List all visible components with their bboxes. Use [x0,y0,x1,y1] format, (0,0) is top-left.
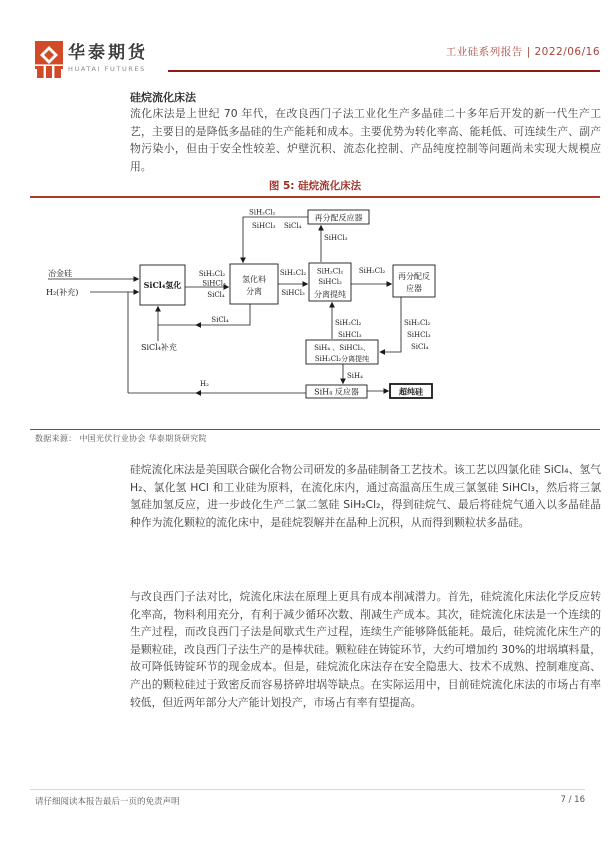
box-redistribution-reactor-1-label: 再分配反应器 [314,213,363,223]
box-redistribution-reactor-2-label-1: 再分配反 [398,272,430,281]
label-dcs-feedback: SiH₂Cl₂ [335,319,362,327]
label-tcs-feedback-top: SiHCl₃ [252,222,276,230]
footer-disclaimer: 请仔细阅读本报告最后一页的免责声明 [35,797,180,807]
box-dcs-tcs-purification-label-2: SiHCl₃ [318,278,342,286]
label-stc-right: SiCl₄ [411,343,429,351]
label-sicl4-makeup: SiCl₄补充 [141,343,177,352]
label-dcs-feedback-top: SiH₂Cl₂ [249,208,276,217]
header-divider [168,70,600,72]
label-tcs-feedback: SiHCl₃ [338,331,362,339]
box-hydride-separation [230,264,278,304]
label-stc-feedback-top: SiCl₄ [284,222,302,230]
figure-caption: 图 5: 硅烷流化床法 [268,180,362,192]
brand-block [68,41,148,73]
paragraph-comparison: 与改良西门子法对比，烷流化床法在原理上更具有成本削减潜力。首先，硅烷流化床法化学反应转化率高，物料利用充分，有利于减少循环次数、削减生产成本。其次，硅烷流化床法是一个连续的生产过程，而改良西门子法是间歇式生产过程，连续生产能够降低能耗。最后，硅烷流化床生产的是颗粒硅，改良西门子法生产的是棒状硅。颗粒硅在铸锭环节，大约可增加约 30%的坩埚填料量，故可降低铸锭环节的现金成本。但是，硅烷流化床法存在安全隐患大、技术不成熟、控制难度高、产出的颗粒硅过于致密反而容易挤碎坩埚等缺点。在实际运用中，目前硅烷流化床法的市场占有率较低，但近两年部分大产能计划投产，市场占有率有望提高。 [130,590,601,709]
label-tcs-1: SiHCl₃ [202,279,226,288]
label-tcs-up: SiHCl₃ [324,234,348,242]
brand-name-cn: 华泰期货 [68,43,148,63]
paragraph-process: 硅烷流化床法是美国联合碳化合物公司研发的多晶硅制备工艺技术。该工艺以四氯化硅 SiCl₄、氢气 H₂、氯化氢 HCl 和工业硅为原料，在流化床内，通过高温高压生成三氯氢硅 SiHCl₃，然后将三氯氢硅加氢反应，进一步歧化生产二氯二氢硅 SiH₂Cl₂，得到硅烷气、最后将硅烷气通入以多晶硅晶种作为流化颗粒的流化床中，是硅烷裂解并在晶种上沉积，从而得到颗粒状多晶硅。 [130,463,601,529]
box-dcs-tcs-purification-label-3: 分离提纯 [314,290,346,299]
box-silane-reactor-label: SiH₄ 反应器 [314,387,359,397]
box-silane-purification-label-2: SiH₂Cl₂分离提纯 [314,355,370,363]
box-hydride-separation-label-2: 分离 [246,287,262,296]
label-h2-recycle: H₂ [200,380,209,388]
box-ultrapure-silicon-label: 超纯硅 [399,386,423,397]
label-dcs-2: SiH₂Cl₂ [279,269,307,277]
box-hydride-separation-label-1: 氢化料 [242,275,266,284]
figure-source: 数据来源： 中国光伏行业协会 华泰期货研究院 [35,434,207,443]
box-silane-purification-label-1: SiH₄ 、SiHCl₃、 [314,344,370,352]
section-heading: 硅烷流化床法 [130,91,196,104]
label-tcs-2: SiHCl₃ [281,289,305,297]
label-stc-return: SiCl₄ [211,316,229,324]
report-series-title: 工业硅系列报告 | 2022/06/16 [445,46,600,58]
huatai-logo-icon [35,41,63,78]
label-metallurgical-silicon: 冶金硅 [48,269,72,278]
box-sicl4-hydrogenation-label: SiCl₄氢化 [143,280,182,290]
paragraph-intro: 流化床法是上世纪 70 年代，在改良西门子法工业化生产多晶硅二十多年后开发的新一代生产工艺，主要目的是降低多晶硅的生产能耗和成本。主要优势为转化率高、能耗低、可连续生产、副产物污染小，但由于安全性较差、炉壁沉积、流态化控制、产品纯度控制等问题尚未实现大规模应用。 [130,107,601,173]
page-number: 7 / 16 [560,795,585,805]
label-dcs-3: SiH₂Cl₂ [358,267,386,275]
figure-divider-bottom [30,429,600,430]
label-stc-1: SiCl₄ [207,291,225,299]
figure-divider-top [30,196,600,198]
brand-name-en: HUATAI FUTURES [68,65,146,73]
label-dcs-right: SiH₂Cl₂ [404,319,431,327]
label-tcs-right: SiHCl₃ [407,331,431,339]
label-silane: SiH₄ [347,372,363,380]
footer-divider [30,789,585,790]
box-dcs-tcs-purification-label-1: SiH₂Cl₂ [316,267,344,276]
process-flow-diagram [30,200,600,428]
arrow-redistribution2-to-silane-purification [380,297,401,352]
label-dcs-1: SiH₂Cl₂ [198,270,226,278]
header-logo [35,41,148,78]
label-h2-makeup: H₂(补充) [46,288,79,297]
box-redistribution-reactor-2-label-2: 应器 [406,284,422,293]
